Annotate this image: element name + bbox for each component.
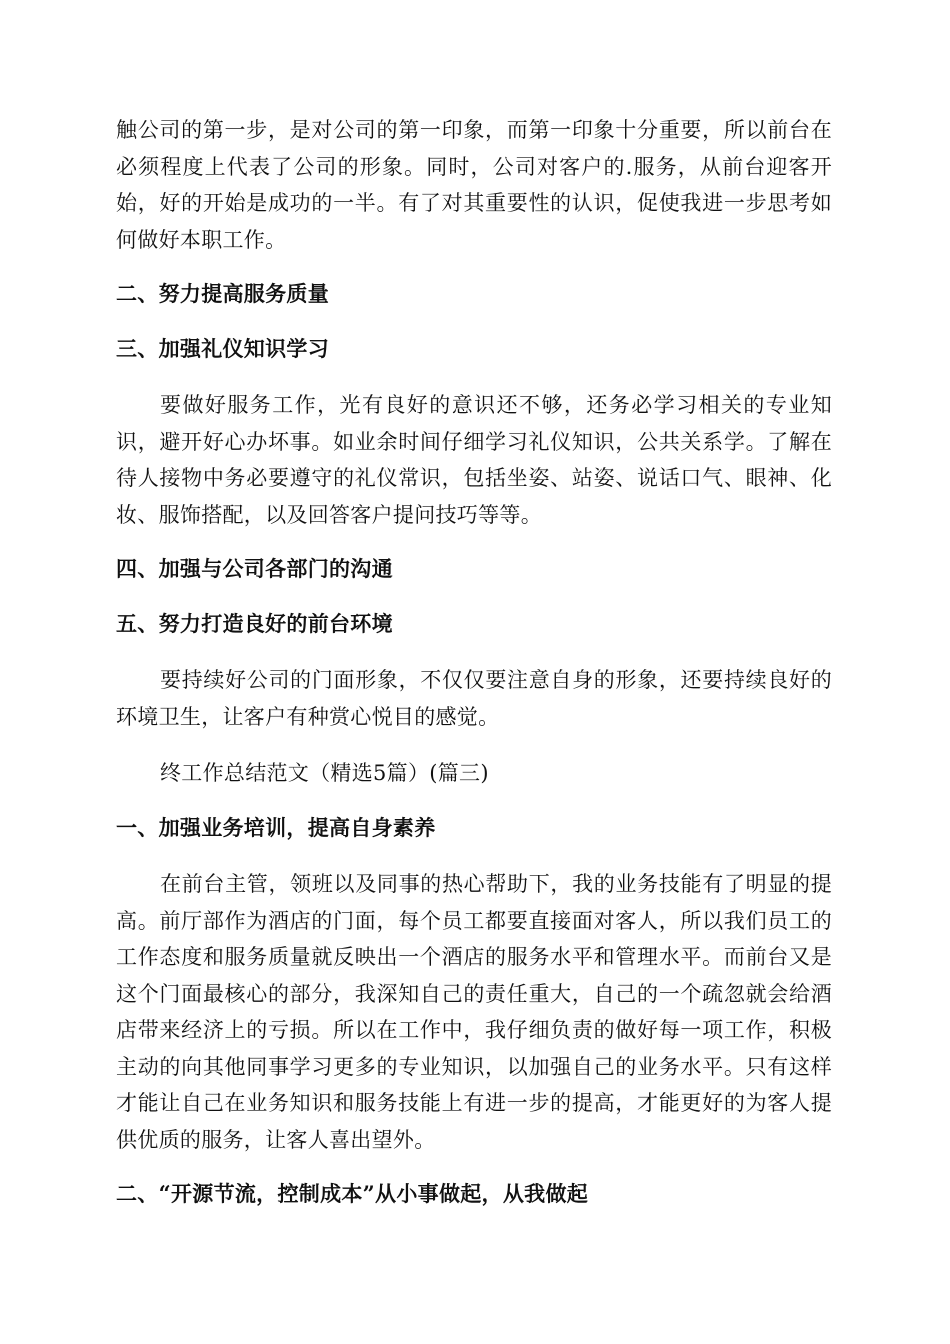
paragraph-business-training: 在前台主管，领班以及同事的热心帮助下，我的业务技能有了明显的提高。前厅部作为酒店的门面，每个员工都要直接面对客人，所以我们员工的工作态度和服务质量就反映出一个酒店的服务水平和管理水平。而前台又是这个门面最核心的部分，我深知自己的责任重大，自己的一个疏忽就会给酒店带来经济上的亏损。所以在工作中，我仔细负责的做好每一项工作，积极主动的向其他同事学习更多的专业知识，以加强自己的业务水平。只有这样才能让自己在业务知识和服务技能上有进一步的提高，才能更好的为客人提供优质的服务，让客人喜出望外。 <box>116 872 832 1152</box>
heading-department-communication: 四、加强与公司各部门的沟通 <box>116 556 393 581</box>
heading-front-desk-environment: 五、努力打造良好的前台环境 <box>116 610 393 636</box>
document-page <box>116 112 832 1213</box>
section-subtitle: 终工作总结范文（精选5篇）(篇三) <box>160 761 489 785</box>
heading-business-training: 一、加强业务培训，提高自身素养 <box>116 814 436 840</box>
heading-cost-control: 二、“开源节流，控制成本”从小事做起，从我做起 <box>116 1181 589 1206</box>
paragraph-etiquette: 要做好服务工作，光有良好的意识还不够，还务必学习相关的专业知识，避开好心办坏事。如业余时间仔细学习礼仪知识，公共关系学。了解在待人接物中务必要遵守的礼仪常识，包括坐姿、站姿、说话口气、眼神、化妆、服饰搭配，以及回答客户提问技巧等等。 <box>116 393 832 527</box>
heading-etiquette-learning: 三、加强礼仪知识学习 <box>116 335 329 361</box>
paragraph-intro-continued: 触公司的第一步，是对公司的第一印象，而第一印象十分重要，所以前台在必须程度上代表了公司的形象。同时，公司对客户的.服务，从前台迎客开始，好的开始是成功的一半。有了对其重要性的认识，促使我进一步思考如何做好本职工作。 <box>116 118 832 252</box>
heading-improve-service-quality: 二、努力提高服务质量 <box>116 281 329 306</box>
paragraph-environment: 要持续好公司的门面形象，不仅仅要注意自身的形象，还要持续良好的环境卫生，让客户有种赏心悦目的感觉。 <box>116 668 832 729</box>
